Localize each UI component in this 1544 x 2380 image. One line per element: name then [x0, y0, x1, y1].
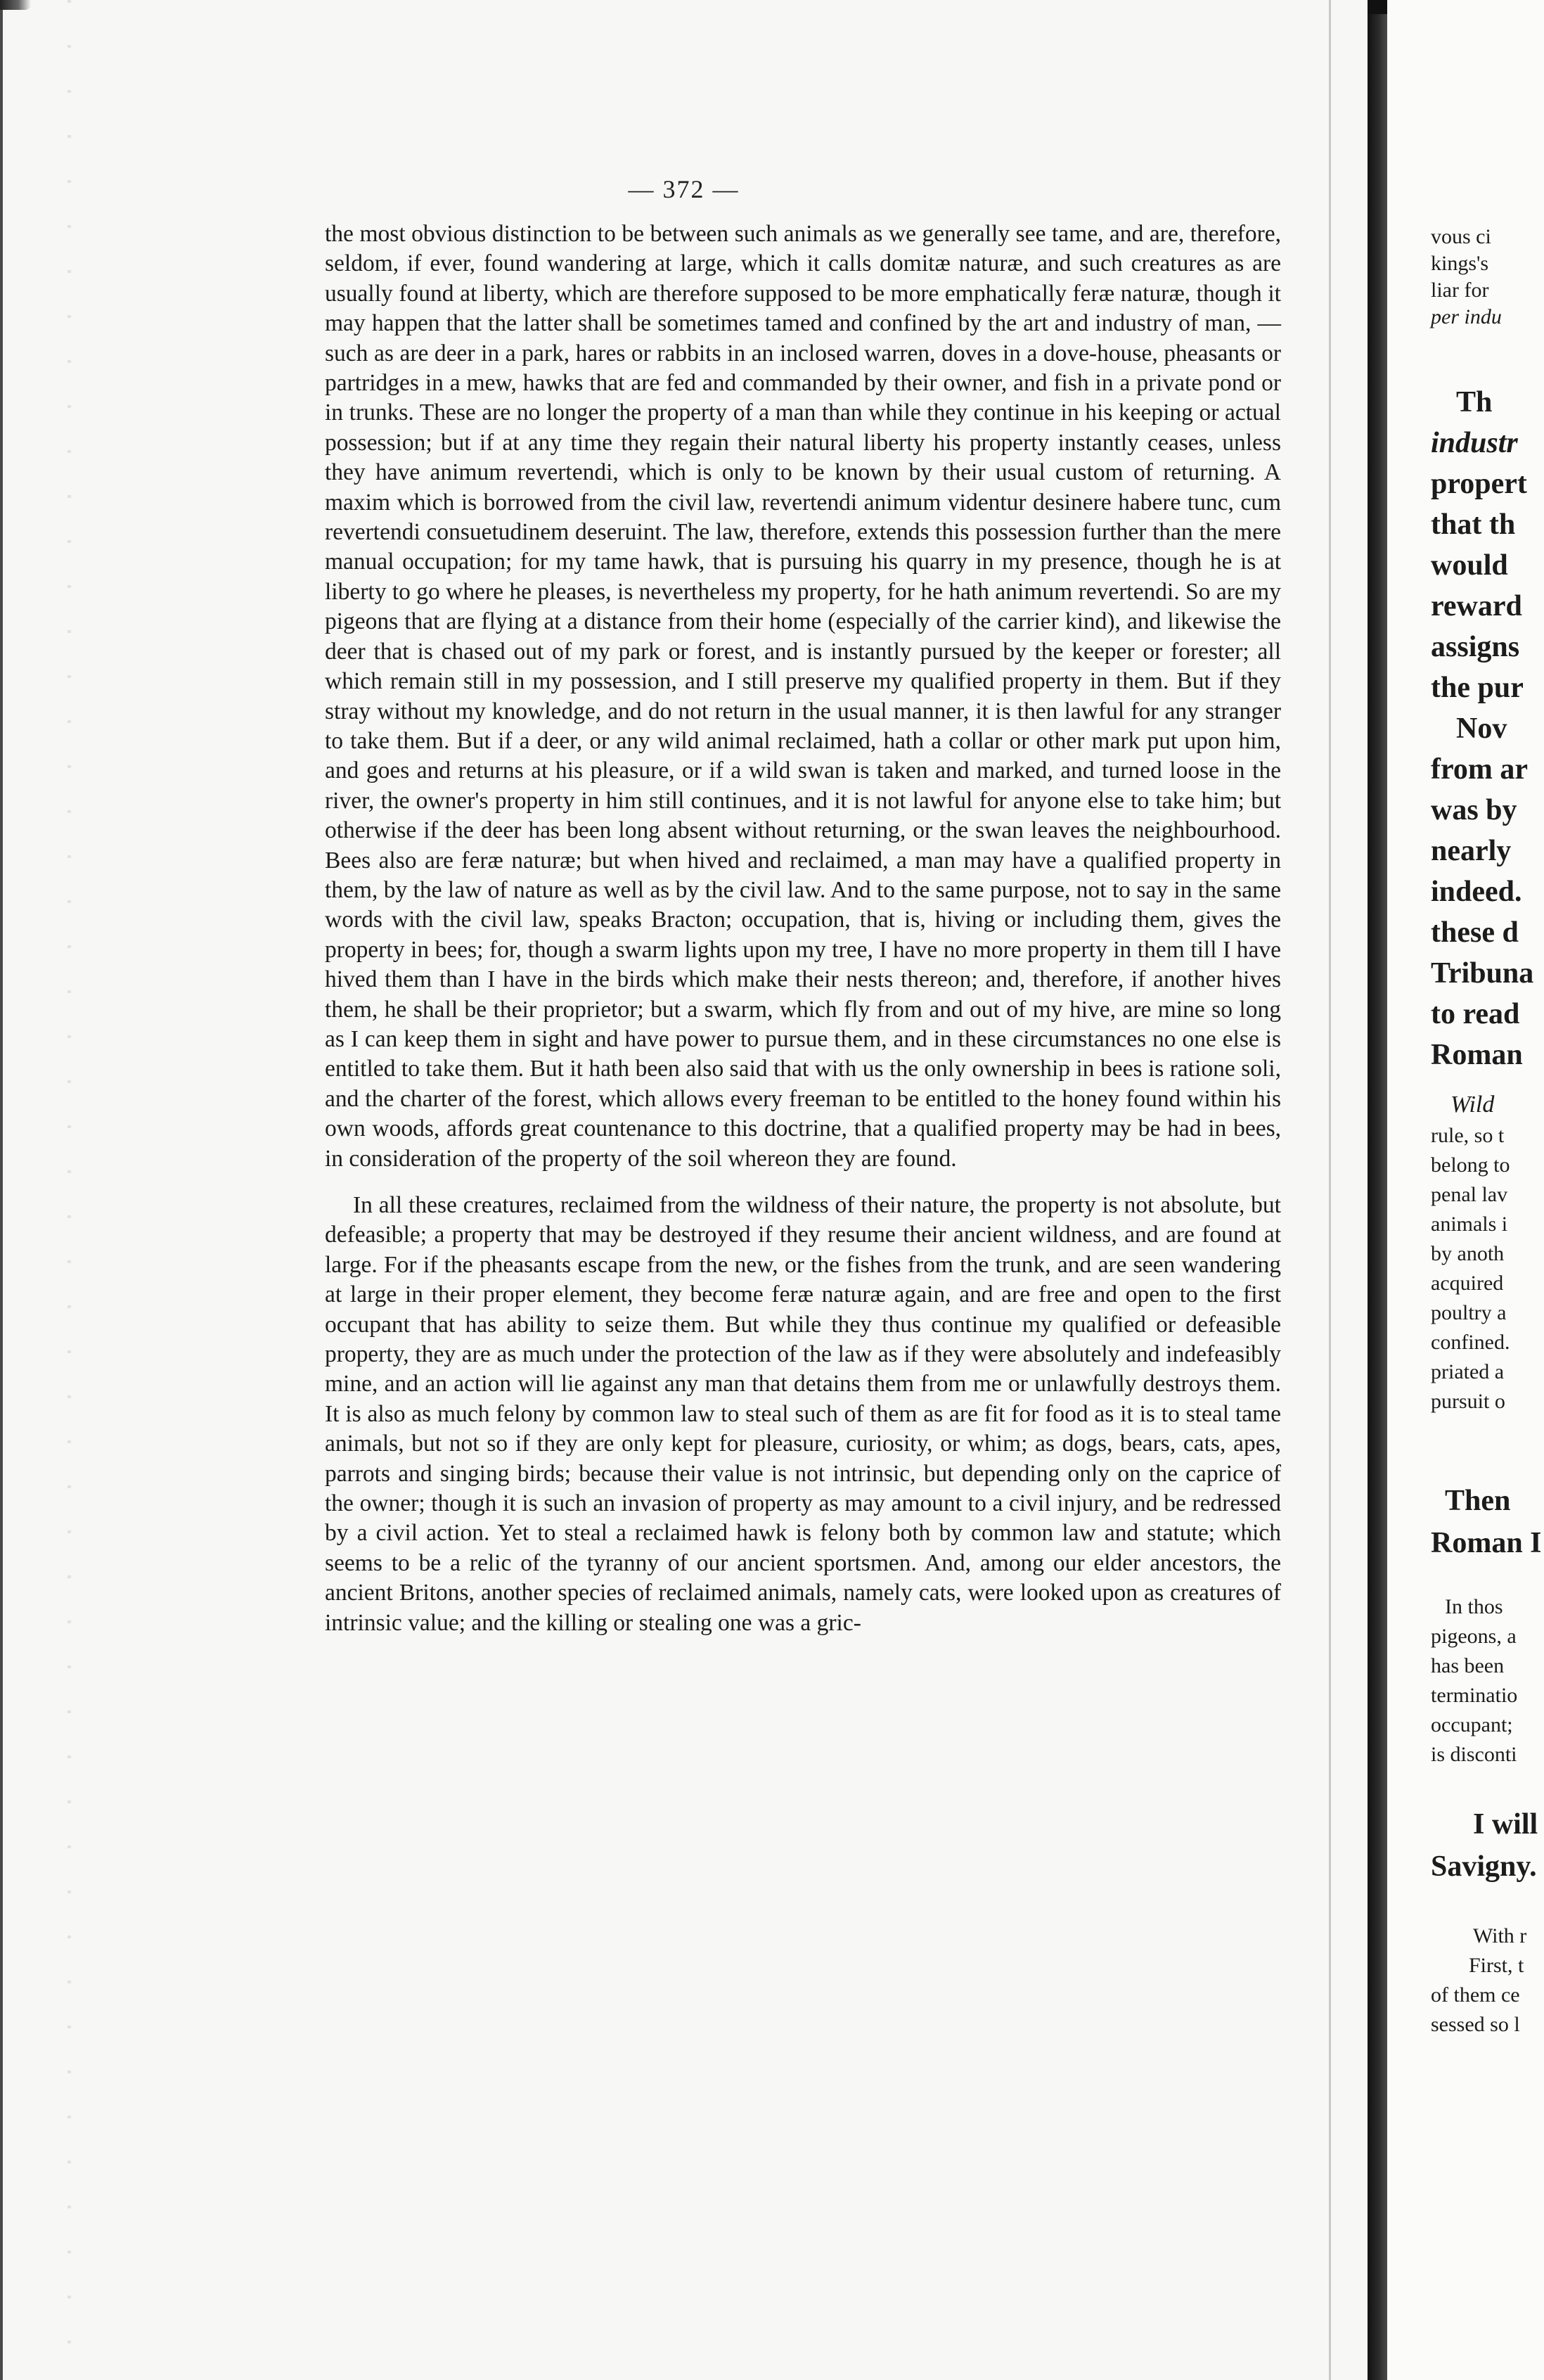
- right-line: poultry a: [1431, 1301, 1507, 1324]
- right-line: occupant;: [1431, 1713, 1513, 1736]
- scan-edge: [0, 0, 3, 2380]
- right-line: confined.: [1431, 1331, 1510, 1354]
- right-line: of them ce: [1431, 1983, 1520, 2007]
- right-line: pigeons, a: [1431, 1625, 1517, 1648]
- right-line: Roman: [1431, 1039, 1523, 1071]
- right-line: indeed.: [1431, 876, 1522, 908]
- page-fold-line: [1329, 0, 1331, 2380]
- right-line: by anoth: [1431, 1242, 1505, 1265]
- right-line: would: [1431, 549, 1508, 582]
- right-line: propert: [1431, 468, 1527, 500]
- right-line: Tribuna: [1431, 957, 1534, 990]
- scan-mark: [0, 0, 31, 10]
- right-line: per indu: [1431, 305, 1502, 328]
- right-line: priated a: [1431, 1360, 1505, 1383]
- right-line: acquired: [1431, 1272, 1504, 1295]
- right-line: the pur: [1431, 672, 1524, 704]
- right-line: sessed so l: [1431, 2013, 1520, 2036]
- right-line: industr: [1431, 427, 1518, 459]
- right-line: liar for: [1431, 279, 1489, 302]
- paragraph-1: the most obvious distinction to be between such animals as we generally see tame, and are, therefore, seldom, if ever, found wandering at large, which it calls domitæ naturæ, and such creatures as are usually found at liberty, which are therefore supposed to be more emphatically feræ naturæ, though it may happen that the latter shall be sometimes tamed and confined by the art and industry of man, — such as are deer in a park, hares or rabbits in an inclosed warren, doves in a dove-house, pheasants or partridges in a mew, hawks that are fed and commanded by their owner, and fish in a private pond or in trunks. These are no longer the property of a man than while they continue in his keeping or actual possession; but if at any time they regain their natural liberty his property instantly ceases, unless they have animum revertendi, which is only to be known by their usual custom of returning. A maxim which is borrowed from the civil law, revertendi animum videntur desinere habere tunc, cum revertendi consuetudinem deseruint. The law, therefore, extends this possession further than the mere manual occupation; for my tame hawk, that is pursuing his quarry in my presence, though he is at liberty to go where he pleases, is nevertheless my property, for he hath animum revertendi. So are my pigeons that are flying at a distance from their home (especially of the carrier kind), and likewise the deer that is chased out of my park or forest, and is instantly pursued by the keeper or forester; all which remain still in my possession, and I still preserve my qualified property in them. But if they stray without my knowledge, and do not return in the usual manner, it is then lawful for any stranger to take them. But if a deer, or any wild animal reclaimed, hath a collar or other mark put upon him, and goes and returns at his pleasure, or if a wild swan is taken and marked, and turned loose in the river, the owner's property in him still continues, and it is not lawful for anyone else to take him; but otherwise if the deer has been long absent without returning, or the swan leaves the neighbourhood. Bees also are feræ naturæ; but when hived and reclaimed, a man may have a qualified property in them, by the law of nature as well as by the civil law. And to the same purpose, not to say in the same words with the civil law, speaks Bracton; occupation, that is, hiving or including them, gives the property in bees; for, though a swarm lights upon my tree, I have no more property in them till I have hived them than I have in the birds which make their nests thereon; and, therefore, if another hives them, he shall be their proprietor; but a swarm, which fly from and out of my hive, are mine so long as I can keep them in sight and have power to pursue them, and in these circumstances no one else is entitled to take them. But it hath been also said that with us the only ownership in bees is ratione soli, and the charter of the forest, which allows every freeman to be entitled to the honey found within his own woods, affords great countenance to this doctrine, that a qualified property may be had in bees, in consideration of the property of the soil whereon they are found.: [325, 221, 1281, 1172]
- right-line: reward: [1431, 590, 1522, 622]
- right-line: belong to: [1431, 1153, 1510, 1177]
- right-line: Th: [1456, 386, 1493, 418]
- right-line: Savigny.: [1431, 1850, 1537, 1883]
- right-line: First, t: [1469, 1954, 1524, 1977]
- right-line: was by: [1431, 794, 1517, 826]
- right-line: penal lav: [1431, 1183, 1508, 1206]
- right-line: has been: [1431, 1654, 1505, 1677]
- main-text-column: [325, 219, 1281, 1638]
- right-line: Then: [1445, 1485, 1511, 1517]
- right-line: animals i: [1431, 1213, 1508, 1236]
- right-line: Nov: [1456, 712, 1507, 745]
- right-line: terminatio: [1431, 1684, 1518, 1707]
- right-line: Roman I: [1431, 1527, 1542, 1559]
- right-line: rule, so t: [1431, 1124, 1505, 1147]
- right-line: kings's: [1431, 252, 1489, 275]
- paragraph-2: In all these creatures, reclaimed from the wildness of their nature, the property is not absolute, but defeasible; a property that may be destroyed if they resume their ancient wildness, and are found at large. For if the pheasants escape from the new, or the fishes from the trunk, and are seen wandering at large in their proper element, they become feræ naturæ again, and are free and open to the first occupant that has ability to seize them. But while they thus continue my qualified or defeasible property, they are as much under the protection of the law as if they were absolutely and indefeasibly mine, and an action will lie against any man that detains them from me or unlawfully destroys them. It is also as much felony by common law to steal such of them as are fit for food as it is to steal tame animals, but not so if they are only kept for pleasure, curiosity, or whim; as dogs, bears, cats, apes, parrots and singing birds; because their value is not intrinsic, but depending only on the caprice of the owner; though it is such an invasion of property as may amount to a civil injury, and be redressed by a civil action. Yet to steal a reclaimed hawk is felony both by common law and statute; which seems to be a relic of the tyranny of our ancient sportsmen. And, among our elder ancestors, the ancient Britons, another species of reclaimed animals, namely cats, were looked upon as creatures of intrinsic value; and the killing or stealing one was a gric-: [325, 1192, 1281, 1636]
- right-line: from ar: [1431, 753, 1528, 786]
- page-number: — 372 —: [628, 175, 740, 203]
- right-line: is disconti: [1431, 1743, 1517, 1766]
- right-line: vous ci: [1431, 225, 1491, 248]
- right-line: to read: [1431, 998, 1520, 1030]
- page-edge-dots: [67, 0, 71, 2380]
- right-line: these d: [1431, 916, 1519, 949]
- right-line: With r: [1473, 1924, 1527, 1947]
- right-line: that th: [1431, 508, 1516, 541]
- right-line: nearly: [1431, 835, 1512, 867]
- book-gutter: [1368, 0, 1387, 2380]
- book-gutter-top: [1368, 0, 1387, 14]
- right-line: pursuit o: [1431, 1390, 1505, 1413]
- right-line: In thos: [1445, 1595, 1503, 1618]
- right-line: Wild: [1450, 1092, 1495, 1118]
- right-line: assigns: [1431, 631, 1520, 663]
- right-line: I will: [1473, 1808, 1538, 1841]
